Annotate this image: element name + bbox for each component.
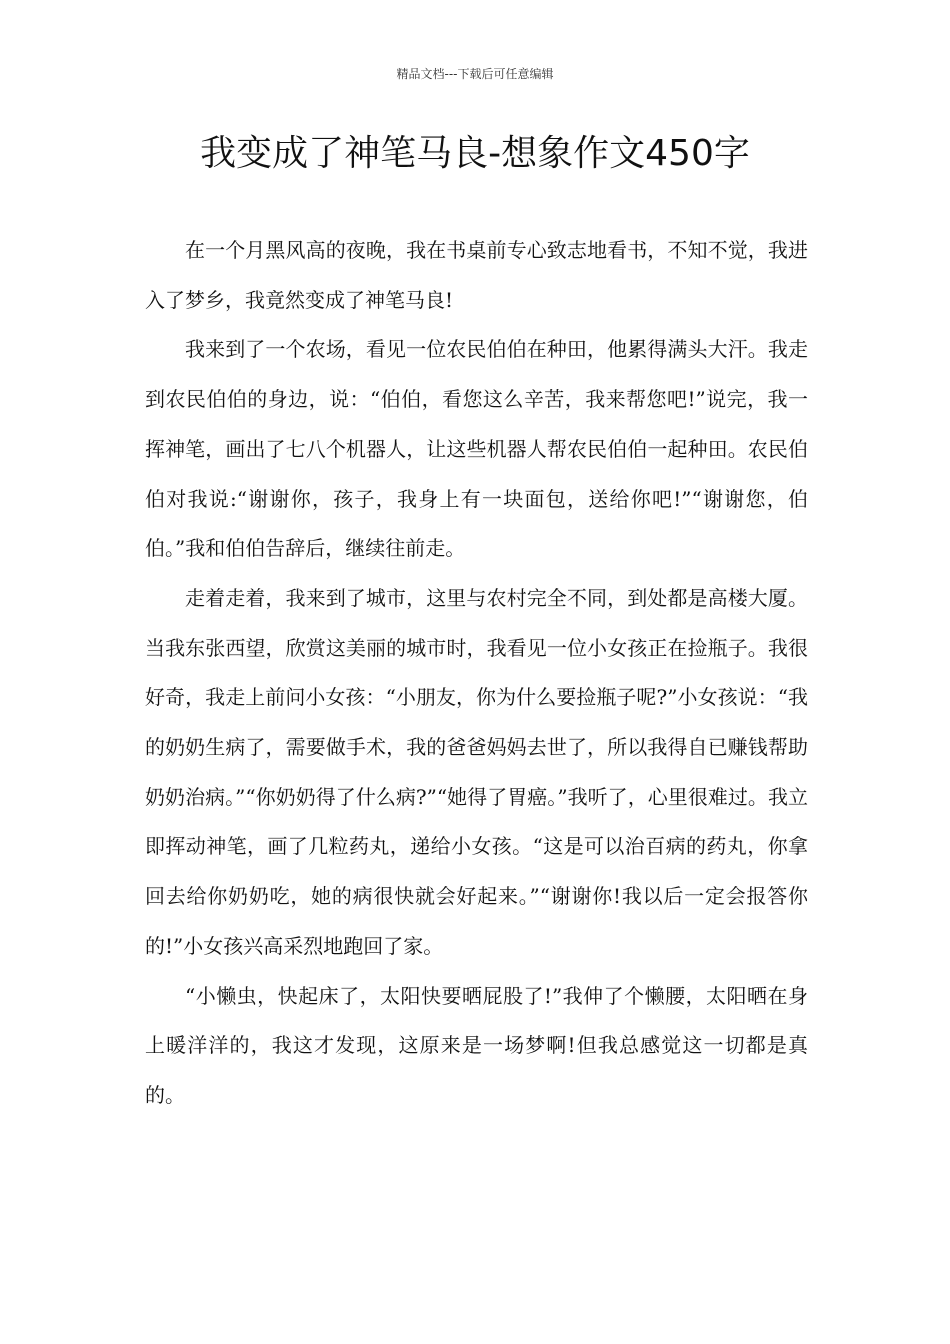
paragraph-3: 走着走着，我来到了城市，这里与农村完全不同，到处都是高楼大厦。当我东张西望，欣赏这美丽的城市时，我看见一位小女孩正在捡瓶子。我很好奇，我走上前问小女孩：“小朋友，你为什么要捡瓶子呢?”小女孩说：“我的奶奶生病了，需要做手术，我的爸爸妈妈去世了，所以我得自已赚钱帮助奶奶治病。”“你奶奶得了什么病?”“她得了胃癌。”我听了，心里很难过。我立即挥动神笔，画了几粒药丸，递给小女孩。“这是可以治百病的药丸，你拿回去给你奶奶吃，她的病很快就会好起来。”“谢谢你!我以后一定会报答你的!”小女孩兴高采烈地跑回了家。 <box>145 585 808 958</box>
essay-body <box>145 226 808 1121</box>
paragraph-1: 在一个月黑风高的夜晚，我在书桌前专心致志地看书，不知不觉，我进入了梦乡，我竟然变成了神笔马良! <box>145 238 808 312</box>
paragraph-4: “小懒虫，快起床了，太阳快要晒屁股了!”我伸了个懒腰，太阳晒在身上暖洋洋的，我这才发现，这原来是一场梦啊!但我总感觉这一切都是真的。 <box>145 983 808 1107</box>
header-note: 精品文档---下载后可任意编辑 <box>396 67 554 81</box>
document-title: 我变成了神笔马良-想象作文450字 <box>200 133 750 174</box>
paragraph-2: 我来到了一个农场，看见一位农民伯伯在种田，他累得满头大汗。我走到农民伯伯的身边，说：“伯伯，看您这么辛苦，我来帮您吧!”说完，我一挥神笔，画出了七八个机器人，让这些机器人帮农民伯伯一起种田。农民伯伯对我说:“谢谢你，孩子，我身上有一块面包，送给你吧!”“谢谢您，伯伯。”我和伯伯告辞后，继续往前走。 <box>145 337 808 561</box>
